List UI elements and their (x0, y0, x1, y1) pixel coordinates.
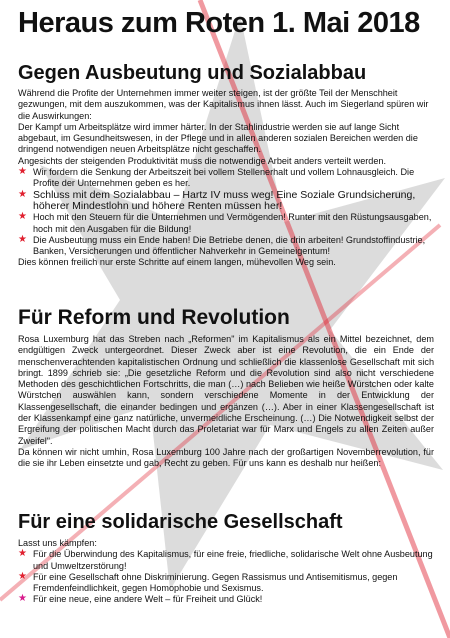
section-heading-solidarisch: Für eine solidarische Gesellschaft (18, 511, 343, 533)
section-heading-ausbeutung: Gegen Ausbeutung und Sozialabbau (18, 62, 367, 84)
list-item: ★ Hoch mit den Steuern für die Unternehmen und Vermögenden! Runter mit den Rüstungsausgaben, hoch mit den Ausgaben für die Bildung! (18, 211, 432, 234)
star-icon: ★ (18, 211, 27, 223)
star-icon: ★ (18, 593, 27, 605)
section-body-solidarisch (18, 538, 434, 606)
paragraph: Der Kampf um Arbeitsplätze wird immer härter. In der Stahlindustrie werden sie auf lange Sicht abgebaut, im Gesundheitswesen, in der Pflege und in allen anderen sozialen Bereichen werden die dringend notwendigen neuen Arbeitsplätze nicht geschaffen. (18, 121, 418, 155)
section-heading-reform: Für Reform und Revolution (18, 306, 290, 329)
list-item: ★ Wir fordern die Senkung der Arbeitszeit bei vollem Stellenerhalt und vollem Lohnausgleich. Die Profite der Unternehmen geben es her. (18, 166, 415, 189)
list-item: ★ Die Ausbeutung muss ein Ende haben! Die Betriebe denen, die drin arbeiten! Grundstoffindustrie, Banken, Versicherungen und öffentlicher Nahverkehr in Gemeineigentum! (18, 233, 426, 257)
paragraph: Angesichts der steigenden Produktivität muss die notwendige Arbeit anders verteilt werden. (18, 155, 386, 166)
star-icon: ★ (18, 548, 27, 560)
list-item: ★ Für eine neue, eine andere Welt – für Freiheit und Glück! (18, 593, 263, 605)
struggle-list (18, 549, 434, 605)
list-item: ★ Schluss mit dem Sozialabbau – Hartz IV muss weg! Eine Soziale Grundsicherung, höherer Mindestlohn und höhere Renten müssen her! (18, 188, 416, 212)
paragraph: Da können wir nicht umhin, Rosa Luxemburg 100 Jahre nach der großartigen Novemberrevolution, für die sie ihr Leben einsetzte und gab, Recht zu geben. Für uns kann es deshalb nur heißen: (18, 446, 434, 469)
paragraph: Rosa Luxemburg hat das Streben nach „Reformen" im Kapitalismus als ein Mittel bezeichnet, dem endgültigen Zweck untergeordnet. Dieser Zweck aber ist eine Revolution, die ein Ende der menschenverachtenden kapitalistischen Ordnung und schließlich die klassenlose Gesellschaft mit sich bringt. 1899 schrieb sie: „Die gesetzliche Reform und die Revolution sind also nicht verschiedene Methoden des geschichtlichen Fortschritts, die man (…) nach Belieben wie heiße Würstchen oder kalte Würstchen auswählen kann, sondern verschiedene Momente in der Entwicklung der Klassengesellschaft, die einander bedingen und ergänzen (…). Aber in einer Klassengesellschaft ist der Klassenkampf eine ganz natürliche, unvermeidliche Erscheinung. (…) Die Notwendigkeit selbst der Ergreifung der politischen Macht durch das Proletariat war für Marx und Engels zu allen Zeiten außer Zweifel". (18, 334, 434, 446)
star-icon: ★ (18, 570, 27, 582)
section-body-reform (18, 334, 434, 470)
star-icon: ★ (18, 166, 27, 178)
closing-text: Dies können freilich nur erste Schritte auf einem langen, mühevollen Weg sein. (18, 257, 336, 268)
page-title: Heraus zum Roten 1. Mai 2018 (18, 7, 420, 39)
paragraph: Während die Profite der Unternehmen immer weiter steigen, ist der größte Teil der Menschheit gezwungen, mit dem auszukommen, was der Kapitalismus ihnen lässt. Auch im Siegerland spüren wir die Auswirkungen: (18, 88, 429, 121)
intro-text: Lasst uns kämpfen: (18, 538, 97, 548)
star-icon: ★ (18, 188, 27, 200)
section-body-ausbeutung (18, 88, 434, 269)
list-item: ★ Für die Überwindung des Kapitalismus, für eine freie, friedliche, solidarische Welt ohne Ausbeutung und Umweltzerstörung! (18, 548, 433, 571)
list-item: ★ Für eine Gesellschaft ohne Diskriminierung. Gegen Rassismus und Antisemitismus, gegen Fremdenfeindlichkeit, gegen Homophobie und Sexismus. (18, 570, 398, 594)
star-icon: ★ (18, 233, 27, 245)
demand-list (18, 167, 434, 257)
